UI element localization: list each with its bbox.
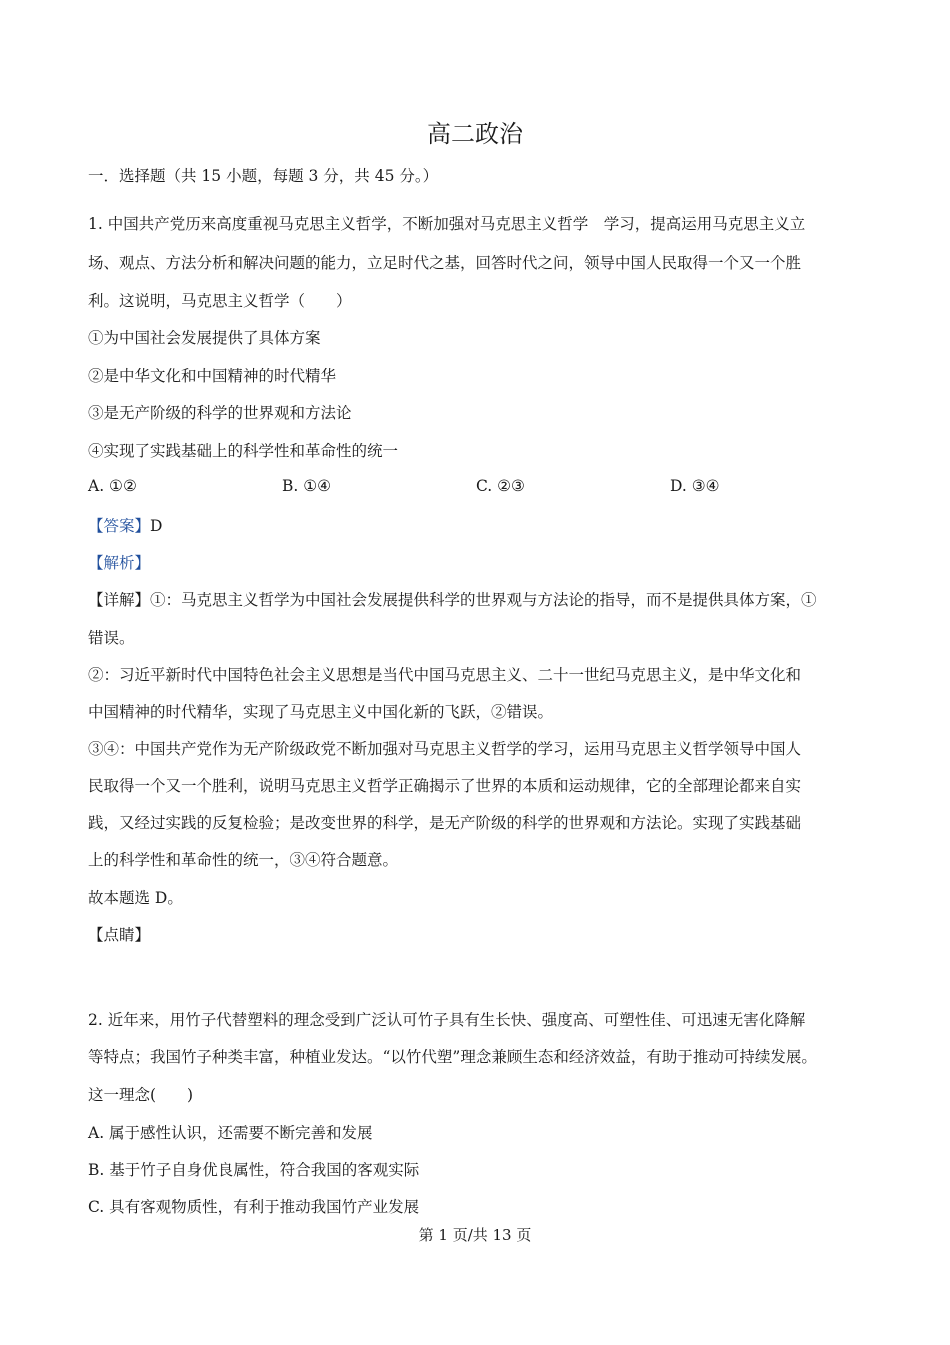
q1-option-b: B. ①④ bbox=[282, 477, 332, 495]
q2-stem-line-2: 等特点；我国竹子种类丰富，种植业发达。“以竹代塑”理念兼顾生态和经济效益，有助于推动可持续发展。 bbox=[88, 1048, 817, 1066]
detail-label: 【详解】 bbox=[88, 591, 151, 609]
page-footer: 第 1 页/共 13 页 bbox=[418, 1226, 532, 1244]
q2-stem-line-1: 2. 近年来，用竹子代替塑料的理念受到广泛认可竹子具有生长快、强度高、可塑性佳、可迅速无害化降解 bbox=[88, 1011, 806, 1029]
q2-option-a: A. 属于感性认识，还需要不断完善和发展 bbox=[88, 1124, 373, 1142]
q1-statement-2: ②是中华文化和中国精神的时代精华 bbox=[88, 367, 337, 385]
q1-analysis-label bbox=[88, 551, 150, 573]
q1-option-c: C. ②③ bbox=[476, 477, 525, 495]
q1-detail-line-7: 践，又经过实践的反复检验；是改变世界的科学，是无产阶级的科学的世界观和方法论。实现了实践基础 bbox=[88, 814, 802, 832]
q1-stem-line-2: 场、观点、方法分析和解决问题的能力，立足时代之基，回答时代之问，领导中国人民取得一个又一个胜 bbox=[88, 254, 802, 272]
q1-detail-line-3: ②：习近平新时代中国特色社会主义思想是当代中国马克思主义、二十一世纪马克思主义，是中华文化和 bbox=[88, 666, 802, 684]
detail-text: ①：马克思主义哲学为中国社会发展提供科学的世界观与方法论的指导，而不是提供具体方案，① bbox=[150, 591, 817, 609]
q1-detail-line-5: ③④：中国共产党作为无产阶级政党不断加强对马克思主义哲学的学习，运用马克思主义哲学领导中国人 bbox=[88, 740, 802, 758]
q1-answer bbox=[88, 514, 162, 536]
q1-stem-line-1: 1. 中国共产党历来高度重视马克思主义哲学，不断加强对马克思主义哲学 学习，提高运用马克思主义立 bbox=[88, 215, 806, 233]
q2-option-c: C. 具有客观物质性，有利于推动我国竹产业发展 bbox=[88, 1198, 420, 1216]
q2-stem-line-3: 这一理念( ) bbox=[88, 1086, 194, 1104]
q1-statement-1: ①为中国社会发展提供了具体方案 bbox=[88, 329, 321, 347]
q1-option-a: A. ①② bbox=[88, 477, 137, 495]
analysis-label: 【解析】 bbox=[88, 554, 151, 572]
q1-statement-3: ③是无产阶级的科学的世界观和方法论 bbox=[88, 404, 352, 422]
q1-conclusion: 故本题选 D。 bbox=[88, 889, 183, 907]
answer-label: 【答案】 bbox=[88, 517, 151, 535]
answer-value: D bbox=[150, 517, 163, 535]
q1-detail-line-4: 中国精神的时代精华，实现了马克思主义中国化新的飞跃，②错误。 bbox=[88, 703, 554, 721]
q2-option-b: B. 基于竹子自身优良属性，符合我国的客观实际 bbox=[88, 1161, 420, 1179]
q1-stem-line-3: 利。这说明，马克思主义哲学（ ） bbox=[88, 292, 352, 310]
q1-detail-line-8: 上的科学性和革命性的统一，③④符合题意。 bbox=[88, 851, 399, 869]
q1-comment-label: 【点睛】 bbox=[88, 926, 151, 944]
q1-detail-line-6: 民取得一个又一个胜利，说明马克思主义哲学正确揭示了世界的本质和运动规律，它的全部理论都来自实 bbox=[88, 777, 802, 795]
page-title: 高二政治 bbox=[427, 120, 523, 148]
q1-detail-line-2: 错误。 bbox=[88, 629, 135, 647]
q1-option-d: D. ③④ bbox=[670, 477, 720, 495]
q1-statement-4: ④实现了实践基础上的科学性和革命性的统一 bbox=[88, 442, 399, 460]
section-heading: 一．选择题（共 15 小题，每题 3 分，共 45 分。） bbox=[88, 167, 439, 185]
q1-detail-line-1 bbox=[88, 588, 817, 610]
